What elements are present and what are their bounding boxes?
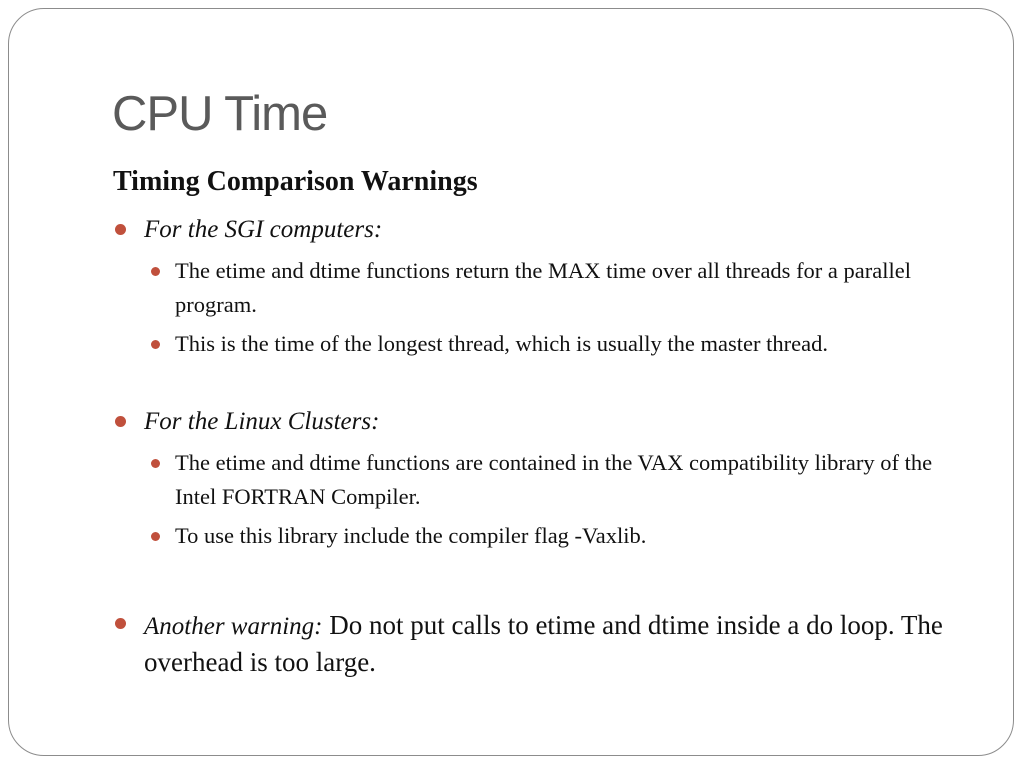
slide-subheading: Timing Comparison Warnings: [113, 166, 478, 197]
sub-bullet-linux-1: The etime and dtime functions are contained in the VAX compatibility library of the Intel FORTRAN Compiler.: [175, 446, 975, 514]
warning-text: Do not put calls to etime and dtime inside a do loop. The overhead is too large.: [144, 610, 943, 677]
sub-bullet-linux-2: To use this library include the compiler flag -Vaxlib.: [175, 519, 975, 553]
warning-label: Another warning:: [144, 613, 323, 640]
sub-bullet-sgi-2: This is the time of the longest thread, which is usually the master thread.: [175, 327, 935, 361]
sub-bullet-sgi-1: The etime and dtime functions return the MAX time over all threads for a parallel program.: [175, 254, 975, 322]
bullet-sgi: For the SGI computers:: [144, 213, 382, 247]
slide-title: CPU Time: [112, 87, 328, 141]
bullet-warning: [144, 607, 944, 681]
bullet-linux: For the Linux Clusters:: [144, 405, 379, 439]
